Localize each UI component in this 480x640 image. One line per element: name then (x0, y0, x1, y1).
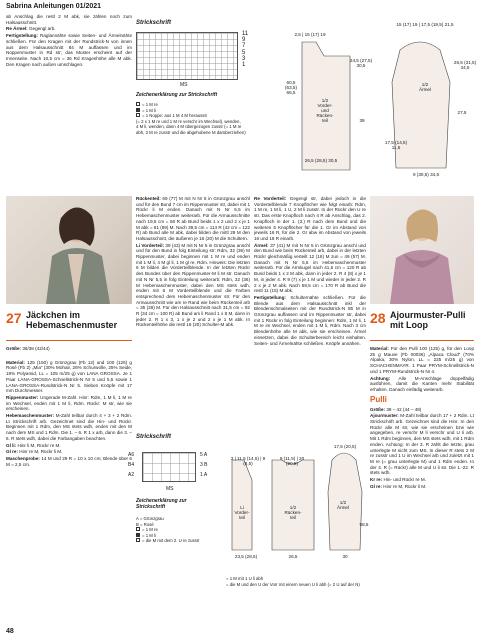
schematic1-vorder-label: 1/2 Vorder- und Rücken- teil (316, 98, 334, 123)
schematic1-dim-c: 26,5 (28,5) 30,5 (304, 158, 338, 163)
legend-item: = 1 M re (136, 102, 270, 108)
schematic1-dim-e: 60,5 (63,5) 66,5 (284, 80, 297, 95)
para-fertig (6, 33, 132, 67)
item27-divider (6, 340, 132, 341)
chart2-row-labels-left (128, 450, 134, 480)
item27-title-block (6, 310, 132, 333)
item28-krre: Kr re: Hin- und Rückr re M. (370, 477, 426, 483)
schematic1-dim-k: 27,5 (457, 110, 467, 115)
legend-item: A = Grünzgrau (136, 516, 164, 521)
chart2-legend (136, 516, 216, 544)
schematic2-dim-4: 58,5 (359, 522, 369, 527)
item28-title: Ajourmuster-Pulli mit Loop (390, 310, 466, 330)
row-num: 9 (242, 37, 246, 44)
schematic1-aermel-label: 1/2 Ärmel (419, 82, 431, 92)
page-header: Sabrina Anleitungen 01/2021 (6, 3, 102, 10)
chart1-title: Strickschrift (136, 20, 172, 26)
item28-achtung: Achtung: Alle M-Anschläge doppelfädig ausführen, damit die Kanten mehr Stabilität erhalten. Danach einfädig weiterarb. (370, 375, 474, 392)
col1-top-text (6, 14, 132, 184)
item27-text (6, 346, 135, 628)
item28-ajour: Ajourmuster: M-Zahl teilbar durch 17 + 2 Rdm. Lt Strickschrift arb. Gezeichnet sind die Hinr. In den Rückr alle M str, wie sie erscheinen bzw wie angegeben, re verschr M li verschr und U li arb. Mit 1 Rdm beginnen, den MS stets wdh, mit 1 Rdm enden. Achtung: In der 3. R zählt die letzte, grau unterlegte M nicht zum MS. In dieser R stets 2 M re zusstr und 1 U im Wechsel arb und zuletzt mit 1 M re (= grau unterlegte M) und 1 Rdm enden. In der 4. R (= Rückr) alle M und U li str. Die 1.-22. R stets wdh. (370, 413, 474, 476)
schematic2-dim-12: 30 (342, 554, 348, 559)
page-number: 48 (6, 628, 14, 635)
schematic2-a-label: 1/2 Ärmel (337, 500, 349, 510)
item27-glre: Gl re: Hinr re M, Rückr li M. (6, 449, 63, 455)
chart2-row-labels-right (200, 450, 208, 480)
schematic2-dim-2: 17,5 (20,5) (333, 444, 357, 449)
chart2-legend-title: Zeichenerklärung zur Strickschrift (136, 498, 187, 510)
schematic2-dim-1: 9 (11,5) | 20 (20,5) (279, 456, 305, 466)
item27-hebe: Hebemaschenmuster: M-Zahl teilbar durch 4 + 3 + 2 Rdm. Lt Strickschrift arb. Gezeichnet sind die Hin- und Rückr. Beginnen mit 1 Rdm, den MS stets wdh, enden mit den M nach dem MS und 1 Rdm. Die 1. – 6. R 1 x arb, dann die 3. – 6. R stets wdh, dabei die Farbangaben beachten. (6, 413, 132, 441)
row-num: 1 (242, 62, 246, 69)
text-re-aermel: Gegengl arb. (27, 26, 56, 32)
chart1-ms-label: MS (180, 82, 188, 88)
row-label: A6 (128, 452, 135, 458)
item27-probe: Maschenprobe: 14 M und 29 R = 10 x 10 cm; Blende über 6 M = 2,5 cm. (6, 455, 132, 467)
item27-title: Jäckchen im Hebemaschenmuster (26, 310, 118, 330)
para-li-vorderteil: Li Vorderteil: 39 (43) M mit N Nr 5 in Grünzgrau anschl und für den Bund in folg Einteilung str: Rdm, 32 (36) M Rippenmuster, dabei beginnen mit 1 M re und enden mit 1 M li, 4 M gl li, 1 M gl re, Rdm. Hinweis: Die letzten 6 M bilden die Vorderteilblende. In der letzten Rückr des Bundes über den Rippenmuster-M li M str. Danach mit N Nr 5,5 in folg Einteilung weiterarb: Rdm, 32 (36) M Hebemaschenmuster, dabei den MS stets wdh, enden mit 6 M Vorderteilblende und die Farben entsprechend dem Hebemaschenmuster str. Für den Armausschnitt wie am re Rand wie beim Rückenteil arb = 35 (39) M. Für den Halsausschnitt nach 31,5 cm = 92 R (34 cm = 100 R) ab Bund am li Rand 1 x 8 M, dann in jeder 2. R 1 x 3, 1 x je 2 und 2 x je 1 M abk. In Rückenteilhöhe die restl 16 (20) Schulter-M abk. (136, 242, 250, 328)
item27-gli: Gl li: Hinr li M, Rückr re M. (6, 442, 61, 448)
schematic1-dim-j: 17,5 (14,5) 11,5 (384, 140, 408, 150)
legend-item: = 1 M mit 1 U li abh (226, 576, 264, 581)
legend-item: 4 M li, wenden, dann 4 M übergezogen zusstr (= 1 M re (136, 124, 242, 130)
row-num: 5 (242, 49, 246, 56)
para-re-vorderteil: Re Vorderteil: Gegengl str, dabei jedoch in die Vorderteilblende 7 Knopflöcher wie folgt einarb: Rdm, 1 M re, 1 M li, 1 U, 2 M li zusstr. In der Rückr den U re str. Das erste Knopfloch nach 4 R ab Anschlag, das 2. Knopfloch in der 1. (3.) R nach dem Bund und die weiteren 5 Knopflöcher für die 1. Gr im Abstand von jeweils 16 R, für die 2. Gr abw im Abstand von jeweils 16 und 18 R einarb. (254, 196, 366, 241)
legend-item: = 1 M re (136, 527, 216, 533)
row-label: B4 (128, 462, 135, 468)
item28-divider (370, 340, 474, 341)
item27-material: Material: 125 (150) g Grünzgrau (Fb 12) und 100 (125) g Rosé (Fb 2) „Mia“ (30% Mohair, 26% Schurwolle, 25% Seide, 19% Polyamid, LL = 105 m/25 g) von LANA GROSSA. Je 1 Paar LANA-GROSSA-Schnellstrick-N Nr 5 und 5,5 sowie 1 LANA-GROSSA-Rundstrick-N Nr 5. Sieben Knöpfe mit 17 mm Durchmesser. (6, 359, 132, 394)
item28-glre: Gl re: Hinr re M, Rückr li M. (370, 483, 427, 489)
para-rueckenteil: Rückenteil: 69 (77) M mit N Nr 5 in Grünzgrau anschl und für den Bund 7 cm im Rippenmuster str, dabei mit 1 Rückr li M enden. Danach mit N Nr 5,5 im Hebemaschenmuster weiterarb. Für die Armausschnitte nach 19,5 cm = 56 R ab Bund beids 1 x 2 und 2 x je 1 M abk = 61 (69) M. Nach 39,5 cm = 114 R (42 cm = 122 R) ab Bund alle M abk, dabei bilden die mittl 29 M den Halsausschnitt, die äußeren je 16 (20) M die Schultern. (136, 196, 250, 241)
photo-model-jacket (6, 196, 132, 304)
row-label: A2 (128, 472, 135, 478)
chart1-legend-title: Zeichenerklärung zur Strickschrift (136, 92, 218, 98)
para-fertigstellung: Fertigstellung: Schulternähte schließen. Für die Blende aus dem Halsausschnitt inkl der Blendenschmalseiten mit der Rundstrick-N 85 M in Grünzgrau auffassen und im Rippenmuster str, dabei mit 1 Rückr in folg Einteilung beginnen: Rdm, 1 M li, 1 M re im Wechsel, enden mit 1 M li, Rdm. Nach 3 cm Blendenhöhe alle M abk, wie sie erscheinen. Ärmel einsetzen, dabei die Schulterbereich leicht einhalten. Seiten- und Ärmelnähte schließen. Knöpfe annähen. (254, 294, 366, 346)
schematic2-li-label: Li Vorder- teil (234, 505, 250, 520)
item27-rippen: Rippenmuster: Ungerade M-Zahl. Hinr: Rdm, 1 M li, 1 M re im Wechsel, enden mit 1 M li, Rdm. Rückr: M str, wie sie erscheinen. (6, 394, 132, 412)
row-label: 1 A (200, 472, 208, 478)
row-num: 7 (242, 43, 246, 50)
chart2-title: Strickschrift (136, 434, 172, 440)
label-re-aermel: Re Ärmel: (6, 26, 28, 32)
chart2-ms-label: MS (166, 486, 174, 492)
photo-model-pulli (370, 196, 474, 304)
chart1-row-numbers (242, 30, 248, 69)
para-aermel: Ärmel: 37 (41) M mit N Nr 5 in Grünzgrau anschl und den Bund wie beim Rückenteil arb, dabei in der letzten Rückr gleichmäßig verteilt 12 (16) M zun = 49 (57) M. Danach mit N Nr 5,5 im Hebemaschenmuster weiterarb. Für die Armkugel nach 41,5 cm = 120 R ab Bund beids 1 x 2 M abk, dann in jeder 2. R 4 (8) x je 1 M, in jeder 4. R 9 (7) x je 1 M und wieder in jeder 2. R 2 x je 2 M abk. Nach 58,5 cm = 170 R ab Bund die restl 11 (15) M abk. (254, 242, 366, 294)
row-label: 5 A (200, 452, 208, 458)
item28-size: Größe: 38 – 42 (44 – 48) (370, 406, 422, 412)
chart1-legend (136, 102, 270, 136)
schematic1-dim-a: 2,5 | 15 (17) 19 (294, 32, 326, 37)
item28-sub: Pulli (370, 394, 387, 404)
schematic1-dim-d: 24,5 (27,5) 30,5 (349, 58, 373, 68)
legend-item: = die M und den U der Vorr mit einem neuen U li abh (= 2 U auf der N) (226, 581, 360, 587)
legend-item: = 1 Noppe: aus 1 M 4 M herausstr (136, 113, 270, 119)
para-intro: ab Anschlag die restl 2 M abk, sie zählen noch zum Halsausschnitt. (6, 14, 132, 25)
para-re-aermel (6, 26, 132, 32)
legend-item: abh, 3 M re zusstr und die abgehobene M darüberziehen) (136, 129, 246, 135)
legend-item: = 1 M li (136, 108, 270, 114)
schematic1-dim-b: 15 (17) 19 | 17,5 (19,5) 21,5 (396, 22, 454, 27)
row-label: 3 B (200, 462, 208, 468)
legend-item: = 1 M li (136, 533, 216, 539)
label-fertig: Fertigstellung: (6, 33, 38, 39)
chart1-grid (136, 32, 238, 80)
schematic1-dim-f: 39 (359, 118, 365, 123)
schematic1-dim-i: 26,5 (31,5) 34,5 (453, 60, 477, 70)
item27-number: 27 (6, 310, 22, 326)
item28-number: 28 (370, 310, 386, 326)
item28-text (370, 346, 474, 628)
row-num: 3 (242, 55, 246, 62)
schematic2-dim-6: 26,5 (288, 554, 298, 559)
schematic2-dim-11: 23,5 (28,5) (234, 554, 258, 559)
legend-item: = die M mit dem 2. U re zusstr (136, 538, 216, 544)
item28-material: Material: Für den Pulli 100 (125) g, für den Loop 25 g Mauve (Fb 00036) „Alpaca Cloud“ (70% Alpaka, 30% Nylon, LL = 225 m/25 g) von SCHACHENMAYR. 1 Paar PRYM-Schnellstrick-N und 1 PRYM-Rundstrick-N Nr 4. (370, 346, 474, 374)
schematic2-legend (226, 576, 366, 587)
row-num: 11 (242, 31, 249, 37)
text-fertig: Raglannähte sowie Seiten- und Ärmelnähte schließen. Für den Kragen mit der Rundstrick-N von innen aus dem Halsausschnitt 84 M auffassen und im Noppenmuster in Rd str; das Muster erscheint auf der Innenseite. Nach 10,5 cm = 36 Rd Kragenhöhe alle M abk. Den Kragen nach außen umschlagen. (6, 33, 132, 67)
item27-size: Größe: 36/38 (42/44) (6, 346, 50, 351)
schematic2-dim-0: 3 | 11,5 (14,5) | 9 (8,5) (230, 456, 266, 466)
schematic2-r-label: 1/2 Rücken- teil (284, 505, 302, 520)
legend-item: (= 2 x 1 M re und 1 M re verschr im Wechsel), wenden, (136, 118, 241, 124)
col2-text (136, 196, 250, 424)
schematic1-dim-h: 9 (30,5) 34,5 (412, 172, 440, 177)
legend-item: B = Rosé (136, 521, 154, 527)
col3-text (254, 196, 366, 430)
chart2-grid (142, 452, 196, 482)
item28-title-block (370, 310, 474, 333)
